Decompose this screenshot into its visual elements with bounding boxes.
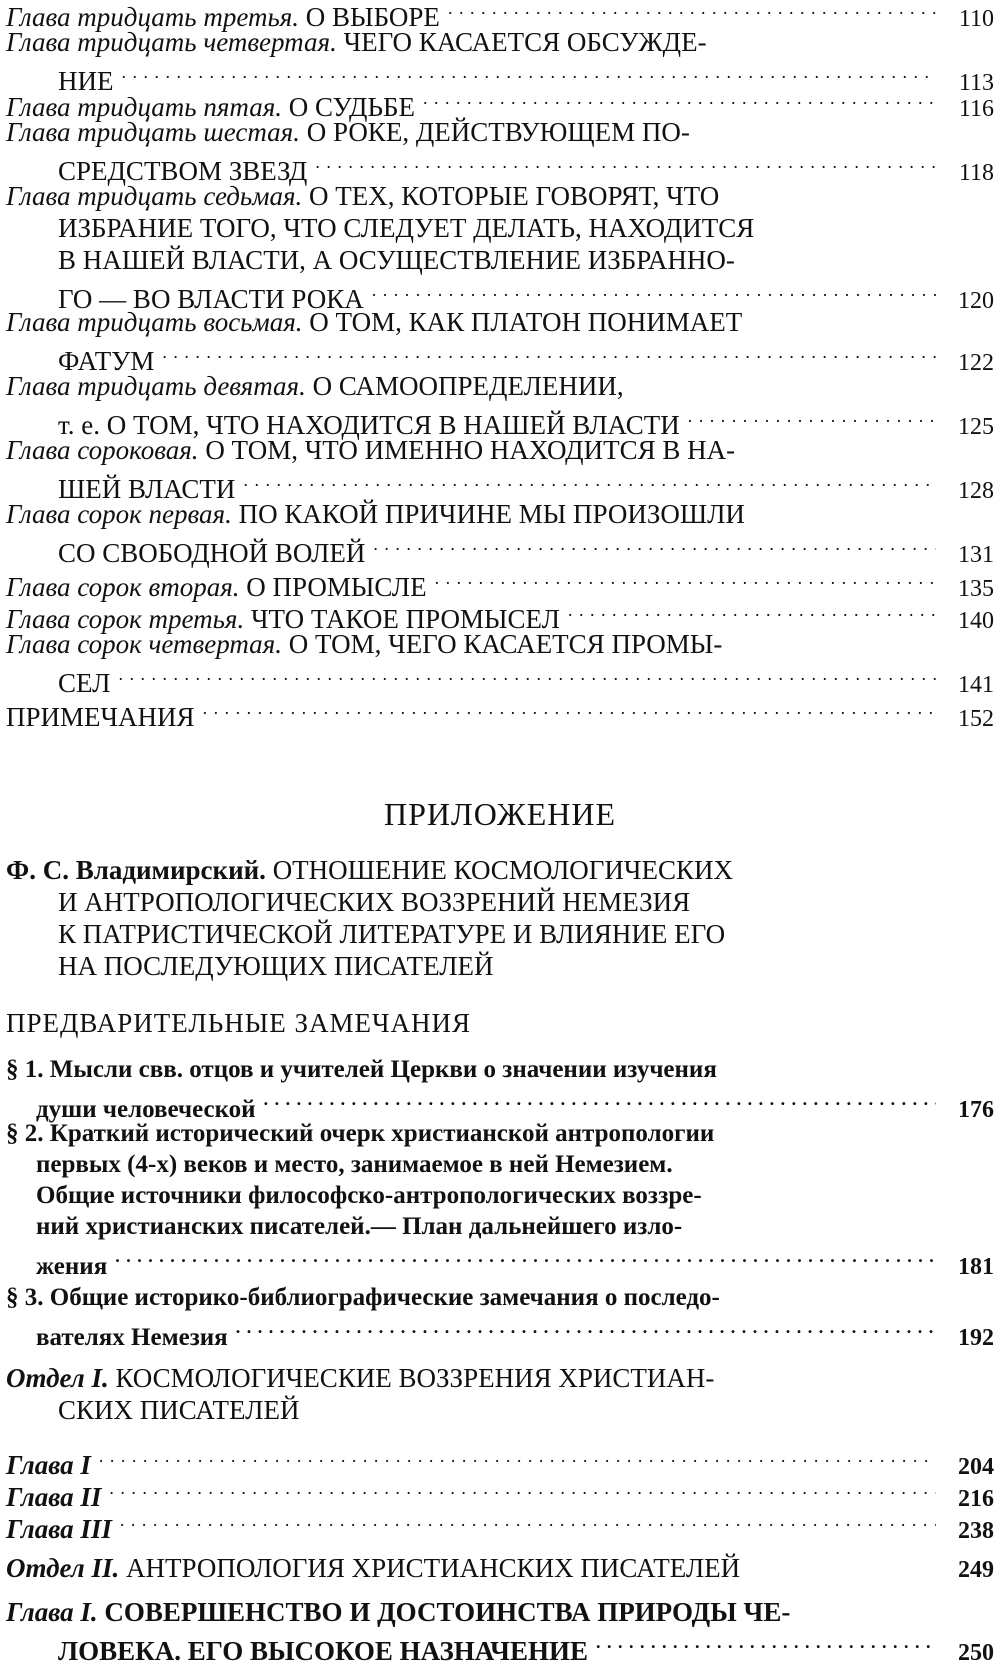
chapter-title-cont: ИЗБРАНИЕ ТОГО, ЧТО СЛЕДУЕТ ДЕЛАТЬ, НАХОДИТСЯ	[58, 213, 755, 243]
paragraph-entry	[6, 1118, 994, 1280]
dot-leader	[115, 1242, 936, 1274]
chapter-entry	[6, 1442, 994, 1480]
toc-entry	[6, 596, 994, 634]
toc-entry	[6, 564, 994, 602]
work-title-cont: И АНТРОПОЛОГИЧЕСКИХ ВОЗЗРЕНИЙ НЕМЕЗИЯ	[58, 887, 691, 917]
page-number: 131	[958, 542, 994, 568]
toc-entry	[6, 306, 994, 376]
page-number: 113	[958, 70, 994, 96]
dot-leader	[448, 0, 936, 26]
chapter-title: ПО КАКОЙ ПРИЧИНЕ МЫ ПРОИЗОШЛИ	[231, 499, 745, 529]
page-number: 176	[958, 1097, 994, 1123]
page-number: 128	[958, 478, 994, 504]
page-number: 152	[958, 706, 994, 732]
toc-entry	[6, 26, 994, 96]
chapter-entry	[6, 1596, 994, 1666]
toc-entry	[6, 180, 994, 314]
chapter-label: Глава I	[6, 1450, 91, 1480]
dot-leader	[373, 530, 936, 562]
chapter-title: СОВЕРШЕНСТВО И ДОСТОИНСТВА ПРИРОДЫ ЧЕ-	[97, 1597, 791, 1627]
dot-leader	[243, 466, 936, 498]
chapter-title-cont: ЛОВЕКА. ЕГО ВЫСОКОЕ НАЗНАЧЕНИЕ	[58, 1636, 588, 1666]
prelim-heading: ПРЕДВАРИТЕЛЬНЫЕ ЗАМЕЧАНИЯ	[6, 1008, 472, 1038]
chapter-title-cont: СО СВОБОДНОЙ ВОЛЕЙ	[58, 538, 366, 568]
notes-title: ПРИМЕЧАНИЯ	[6, 702, 195, 732]
chapter-title: О ТОМ, ЧЕГО КАСАЕТСЯ ПРОМЫ-	[282, 629, 723, 659]
page-number: 141	[958, 672, 994, 698]
chapter-title: ЧЕГО КАСАЕТСЯ ОБСУЖДЕ-	[336, 27, 707, 57]
page-number: 118	[958, 160, 994, 186]
dept1-heading	[6, 1362, 994, 1426]
paragraph-title: § 2. Краткий исторический очерк христианской антропологии	[6, 1120, 715, 1147]
chapter-title-cont: ШЕЙ ВЛАСТИ	[58, 474, 236, 504]
chapter-title-cont: СЕЛ	[58, 668, 111, 698]
chapter-title: О РОКЕ, ДЕЙСТВУЮЩЕМ ПО-	[299, 117, 690, 147]
chapter-title: О ТОМ, ЧТО ИМЕННО НАХОДИТСЯ В НА-	[198, 435, 736, 465]
dept-title: КОСМОЛОГИЧЕСКИЕ ВОЗЗРЕНИЯ ХРИСТИАН-	[108, 1363, 715, 1393]
chapter-label: Глава тридцать седьмая.	[6, 181, 303, 211]
paragraph-title: § 3. Общие историко-библиографические замечания о последо-	[6, 1284, 720, 1311]
chapter-label: Глава тридцать пятая.	[6, 92, 283, 122]
dot-leader	[423, 84, 936, 116]
dept-title: АНТРОПОЛОГИЯ ХРИСТИАНСКИХ ПИСАТЕЛЕЙ	[119, 1553, 741, 1583]
paragraph-title: § 1. Мысли свв. отцов и учителей Церкви о значении изучения	[6, 1056, 717, 1083]
chapter-title: ЧТО ТАКОЕ ПРОМЫСЕЛ	[244, 604, 560, 634]
dot-leader	[118, 660, 936, 692]
chapter-title-cont: ГО — ВО ВЛАСТИ РОКА	[58, 284, 364, 314]
dot-leader	[596, 1628, 936, 1660]
paragraph-entry	[6, 1282, 994, 1351]
dot-leader	[688, 402, 936, 434]
paragraph-title-cont: первых (4-х) веков и место, занимаемое в ней Немезием.	[36, 1151, 673, 1178]
chapter-title-cont: ФАТУМ	[58, 346, 155, 376]
chapter-title: О ПРОМЫСЛЕ	[239, 572, 427, 602]
page-number: 120	[958, 288, 994, 314]
page-number: 249	[958, 1557, 994, 1583]
dot-leader	[568, 596, 936, 628]
dot-leader	[372, 276, 936, 308]
page-number: 125	[958, 414, 994, 440]
chapter-label: Глава I.	[6, 1597, 98, 1627]
chapter-label: Глава сороковая.	[6, 435, 199, 465]
dot-leader	[203, 694, 936, 726]
chapter-label: Глава сорок четвертая.	[6, 629, 282, 659]
paragraph-title-cont: вателях Немезия	[36, 1324, 228, 1351]
chapter-entry	[6, 1506, 994, 1544]
chapter-title: О ВЫБОРЕ	[299, 2, 440, 32]
chapter-title: О ТЕХ, КОТОРЫЕ ГОВОРЯТ, ЧТО	[302, 181, 720, 211]
chapter-title-cont: СРЕДСТВОМ ЗВЕЗД	[58, 156, 308, 186]
dot-leader	[435, 564, 936, 596]
paragraph-title-cont: души человеческой	[36, 1096, 256, 1123]
dot-leader	[120, 1506, 936, 1538]
toc-entry	[6, 370, 994, 440]
toc-entry	[6, 434, 994, 504]
appendix-author-block	[6, 854, 906, 982]
dot-leader	[99, 1442, 936, 1474]
chapter-title-cont: НИЕ	[58, 66, 114, 96]
toc-entry	[6, 498, 994, 568]
chapter-title-cont: В НАШЕЙ ВЛАСТИ, А ОСУЩЕСТВЛЕНИЕ ИЗБРАННО-	[58, 245, 735, 275]
toc-entry	[6, 628, 994, 698]
chapter-label: Глава тридцать восьмая.	[6, 307, 303, 337]
paragraph-title-cont: жения	[36, 1253, 108, 1280]
dept2-heading	[6, 1552, 994, 1584]
page-number: 238	[958, 1518, 994, 1544]
page-number: 122	[958, 350, 994, 376]
toc-entry	[6, 84, 994, 122]
page-number: 216	[958, 1486, 994, 1512]
page-number: 204	[958, 1454, 994, 1480]
chapter-label: Глава тридцать четвертая.	[6, 27, 337, 57]
dot-leader	[162, 338, 936, 370]
chapter-entry	[6, 1474, 994, 1512]
chapter-title: О ТОМ, КАК ПЛАТОН ПОНИМАЕТ	[302, 307, 743, 337]
chapter-title: О СУДЬБЕ	[282, 92, 415, 122]
chapter-label: Глава тридцать девятая.	[6, 371, 306, 401]
work-title-cont: НА ПОСЛЕДУЮЩИХ ПИСАТЕЛЕЙ	[58, 951, 494, 981]
dot-leader	[236, 1313, 936, 1345]
dept-title-cont: СКИХ ПИСАТЕЛЕЙ	[58, 1395, 300, 1425]
chapter-label: Глава сорок первая.	[6, 499, 232, 529]
chapter-label: Глава сорок вторая.	[6, 572, 240, 602]
toc-entry	[6, 694, 994, 732]
chapter-label: Глава сорок третья.	[6, 604, 245, 634]
dot-leader	[109, 1474, 936, 1506]
work-title-cont: К ПАТРИСТИЧЕСКОЙ ЛИТЕРАТУРЕ И ВЛИЯНИЕ ЕГО	[58, 919, 726, 949]
page-number: 250	[958, 1640, 994, 1666]
work-title: ОТНОШЕНИЕ КОСМОЛОГИЧЕСКИХ	[265, 855, 733, 885]
toc-entry	[6, 0, 994, 32]
chapter-label: Глава III	[6, 1514, 112, 1544]
dot-leader	[264, 1085, 936, 1117]
page-number: 192	[958, 1325, 994, 1351]
dot-leader	[315, 148, 936, 180]
paragraph-entry	[6, 1054, 994, 1123]
paragraph-title-cont: ний христианских писателей.— План дальнейшего изло-	[36, 1213, 683, 1240]
author-name: Ф. С. Владимирский.	[6, 855, 266, 885]
dept-label: Отдел II.	[6, 1553, 120, 1583]
toc-entry	[6, 116, 994, 186]
page-number: 116	[958, 96, 994, 122]
page-number: 135	[958, 576, 994, 602]
chapter-label: Глава тридцать шестая.	[6, 117, 300, 147]
chapter-title: О САМООПРЕДЕЛЕНИИ,	[305, 371, 624, 401]
chapter-title-cont: т. е. О ТОМ, ЧТО НАХОДИТСЯ В НАШЕЙ ВЛАСТИ	[58, 410, 680, 440]
appendix-title: ПРИЛОЖЕНИЕ	[383, 796, 616, 832]
page-number: 110	[958, 6, 994, 32]
page-number: 181	[958, 1254, 994, 1280]
dept-label: Отдел I.	[6, 1363, 109, 1393]
chapter-label: Глава тридцать третья.	[6, 2, 300, 32]
paragraph-title-cont: Общие источники философско-антропологических воззре-	[36, 1182, 702, 1209]
chapter-label: Глава II	[6, 1482, 102, 1512]
page-number: 140	[958, 608, 994, 634]
